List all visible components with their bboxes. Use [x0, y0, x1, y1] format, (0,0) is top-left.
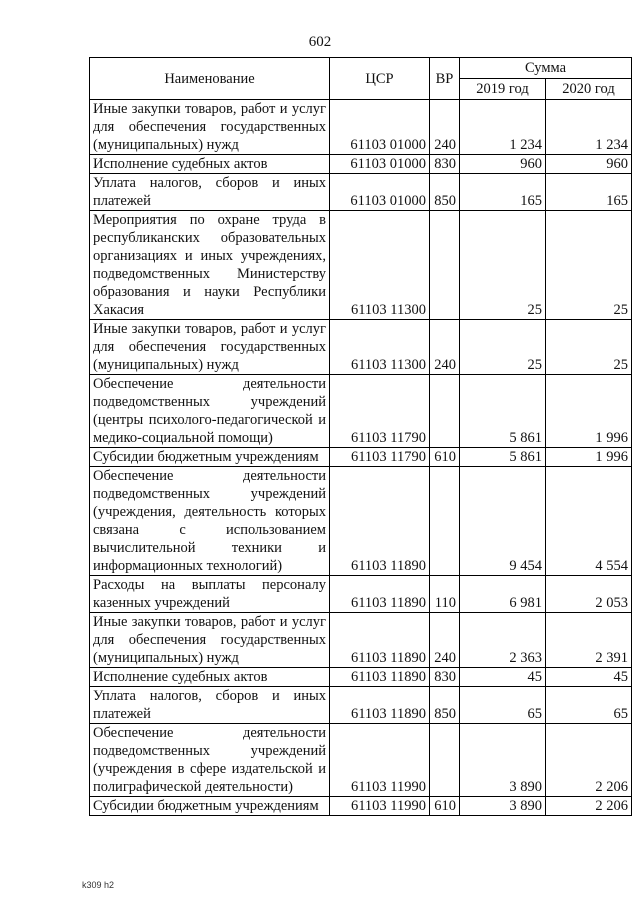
row-sum-2019: 6 981 [460, 576, 546, 613]
table-row [90, 797, 632, 816]
row-vr: 240 [430, 613, 460, 668]
row-sum-2019: 2 363 [460, 613, 546, 668]
row-sum-2019: 960 [460, 155, 546, 174]
row-csr: 61103 11990 [330, 724, 430, 797]
row-sum-2020: 4 554 [546, 467, 632, 576]
row-csr: 61103 11790 [330, 375, 430, 448]
header-sum: Сумма [460, 58, 632, 79]
row-csr: 61103 11300 [330, 211, 430, 320]
footer-code: k309 h2 [82, 880, 115, 890]
row-sum-2019: 25 [460, 320, 546, 375]
header-csr: ЦСР [330, 58, 430, 100]
table-row [90, 174, 632, 211]
row-sum-2019: 9 454 [460, 467, 546, 576]
row-name: Расходы на выплаты персоналу казенных учреждений [90, 576, 330, 613]
row-vr: 830 [430, 155, 460, 174]
row-sum-2020: 25 [546, 320, 632, 375]
table-row [90, 687, 632, 724]
row-name: Мероприятия по охране труда в республиканских образовательных организациях и иных учреждениях, подведомственных Министерству образования и науки Республики Хакасия [90, 211, 330, 320]
row-sum-2019: 1 234 [460, 100, 546, 155]
page-number: 602 [308, 34, 332, 50]
row-name: Обеспечение деятельности подведомственных учреждений (центры психолого-педагогической и медико-социальной помощи) [90, 375, 330, 448]
table-row [90, 668, 632, 687]
row-csr: 61103 11890 [330, 467, 430, 576]
row-name: Исполнение судебных актов [90, 668, 330, 687]
row-sum-2020: 45 [546, 668, 632, 687]
row-sum-2020: 2 391 [546, 613, 632, 668]
row-vr: 850 [430, 687, 460, 724]
row-name: Иные закупки товаров, работ и услуг для обеспечения государственных (муниципальных) нужд [90, 100, 330, 155]
row-vr: 610 [430, 797, 460, 816]
row-sum-2020: 2 206 [546, 724, 632, 797]
row-vr [430, 375, 460, 448]
row-sum-2020: 960 [546, 155, 632, 174]
row-name: Обеспечение деятельности подведомственных учреждений (учреждения, деятельность которых связана с использованием вычислительной техники и информационных технологий) [90, 467, 330, 576]
row-sum-2020: 1 996 [546, 375, 632, 448]
row-sum-2019: 3 890 [460, 724, 546, 797]
row-sum-2019: 25 [460, 211, 546, 320]
row-sum-2019: 165 [460, 174, 546, 211]
row-csr: 61103 11790 [330, 448, 430, 467]
table-row [90, 320, 632, 375]
row-sum-2019: 65 [460, 687, 546, 724]
header-name: Наименование [90, 58, 330, 100]
row-name: Уплата налогов, сборов и иных платежей [90, 174, 330, 211]
row-vr [430, 211, 460, 320]
header-year-2019: 2019 год [460, 79, 546, 100]
row-sum-2020: 2 053 [546, 576, 632, 613]
row-name: Субсидии бюджетным учреждениям [90, 797, 330, 816]
table-row [90, 724, 632, 797]
row-csr: 61103 01000 [330, 155, 430, 174]
row-sum-2020: 1 234 [546, 100, 632, 155]
row-sum-2019: 3 890 [460, 797, 546, 816]
row-csr: 61103 11990 [330, 797, 430, 816]
table-row [90, 576, 632, 613]
row-sum-2020: 165 [546, 174, 632, 211]
row-csr: 61103 11890 [330, 613, 430, 668]
row-vr: 850 [430, 174, 460, 211]
header-year-2020: 2020 год [546, 79, 632, 100]
table-row [90, 467, 632, 576]
row-sum-2019: 45 [460, 668, 546, 687]
row-csr: 61103 11300 [330, 320, 430, 375]
row-vr: 610 [430, 448, 460, 467]
row-vr: 240 [430, 320, 460, 375]
row-sum-2020: 65 [546, 687, 632, 724]
row-name: Обеспечение деятельности подведомственных учреждений (учреждения в сфере издательской и полиграфической деятельности) [90, 724, 330, 797]
table-row [90, 613, 632, 668]
row-name: Исполнение судебных актов [90, 155, 330, 174]
row-csr: 61103 11890 [330, 576, 430, 613]
row-sum-2020: 25 [546, 211, 632, 320]
row-name: Иные закупки товаров, работ и услуг для обеспечения государственных (муниципальных) нужд [90, 320, 330, 375]
row-csr: 61103 01000 [330, 100, 430, 155]
row-name: Субсидии бюджетным учреждениям [90, 448, 330, 467]
row-sum-2020: 2 206 [546, 797, 632, 816]
row-sum-2019: 5 861 [460, 375, 546, 448]
table-row [90, 211, 632, 320]
row-vr [430, 724, 460, 797]
row-vr: 110 [430, 576, 460, 613]
row-vr: 830 [430, 668, 460, 687]
budget-table [89, 57, 632, 816]
row-name: Иные закупки товаров, работ и услуг для обеспечения государственных (муниципальных) нужд [90, 613, 330, 668]
table-row [90, 448, 632, 467]
row-csr: 61103 01000 [330, 174, 430, 211]
row-csr: 61103 11890 [330, 687, 430, 724]
row-vr [430, 467, 460, 576]
table-row [90, 375, 632, 448]
table-row [90, 100, 632, 155]
row-csr: 61103 11890 [330, 668, 430, 687]
row-vr: 240 [430, 100, 460, 155]
header-vr: ВР [430, 58, 460, 100]
row-sum-2019: 5 861 [460, 448, 546, 467]
table-row [90, 155, 632, 174]
row-sum-2020: 1 996 [546, 448, 632, 467]
row-name: Уплата налогов, сборов и иных платежей [90, 687, 330, 724]
